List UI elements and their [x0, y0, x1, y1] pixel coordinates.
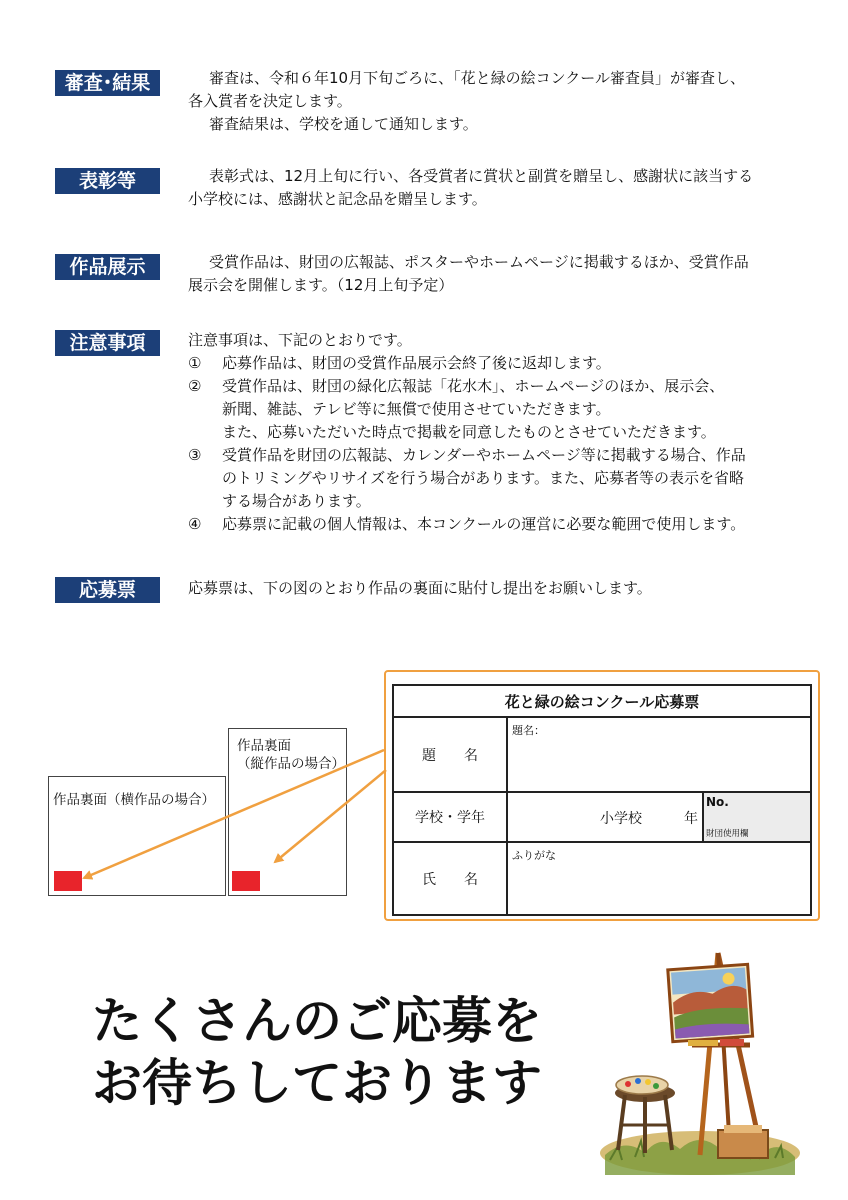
label-notes: 注意事項 — [55, 330, 160, 356]
name-field[interactable]: ふりがな — [507, 842, 811, 915]
notes-item-line: する場合があります。 — [222, 492, 371, 510]
label-entry: 応募票 — [55, 577, 160, 603]
slogan-line1: たくさんのご応募を — [92, 992, 542, 1050]
notes-item-line: また、応募いただいた時点で掲載を同意したものとさせていただきます。 — [222, 423, 716, 441]
grade-text: 年 — [684, 811, 698, 827]
school-row-label: 学校・学年 — [393, 792, 507, 842]
arrow-to-portrait — [275, 770, 386, 862]
easel-painting-illustration — [590, 945, 805, 1180]
arrow-to-landscape — [84, 750, 384, 878]
label-award: 表彰等 — [55, 168, 160, 194]
office-use-label: 財団使用欄 — [706, 829, 749, 839]
notes-item-line: 新聞、雑誌、テレビ等に無償で使用させていただきます。 — [222, 400, 611, 418]
form-title: 花と緑の絵コンクール応募票 — [393, 685, 811, 717]
no-label: No. — [706, 795, 729, 809]
notes-item-line: 受賞作品を財団の広報誌、カレンダーやホームページ等に掲載する場合、作品 — [222, 446, 746, 464]
review-line1: 審査は、令和６年10月下旬ごろに、「花と緑の絵コンクール審査員」が審査し、 — [209, 69, 745, 87]
slogan — [92, 990, 542, 1114]
entry-form-table — [392, 684, 812, 916]
notes-item-line: 応募票に記載の個人情報は、本コンクールの運営に必要な範囲で使用します。 — [222, 515, 746, 533]
award-line1: 表彰式は、12月上旬に行い、各受賞者に賞状と副賞を贈呈し、感謝状に該当する — [209, 167, 754, 185]
notes-item-number: ③ — [188, 446, 202, 464]
notes-item-line: 応募作品は、財団の受賞作品展示会終了後に返却します。 — [222, 354, 611, 372]
title-row-label: 題 名 — [393, 717, 507, 792]
notes-item-number: ① — [188, 354, 202, 372]
landscape-label: 作品裏面（横作品の場合） — [53, 792, 215, 808]
review-line2: 各入賞者を決定します。 — [188, 92, 352, 110]
portrait-label-1: 作品裏面 — [237, 738, 291, 754]
exhibit-line2: 展示会を開催します。（12月上旬予定） — [188, 276, 454, 294]
school-field[interactable] — [507, 792, 703, 842]
notes-item-line: のトリミングやリサイズを行う場合があります。また、応募者等の表示を省略 — [222, 469, 745, 487]
notes-item-number: ④ — [188, 515, 202, 533]
label-review: 審査･結果 — [55, 70, 160, 96]
entry-line: 応募票は、下の図のとおり作品の裏面に貼付し提出をお願いします。 — [188, 579, 652, 597]
review-line3: 審査結果は、学校を通して通知します。 — [209, 115, 478, 133]
notes-item-number: ② — [188, 377, 202, 395]
name-row-label: 氏 名 — [393, 842, 507, 915]
notes-item-line: 受賞作品は、財団の緑化広報誌「花水木」、ホームページのほか、展示会、 — [222, 377, 725, 395]
school-text: 小学校 — [600, 811, 642, 827]
notes-intro: 注意事項は、下記のとおりです。 — [188, 331, 412, 349]
office-use-cell — [703, 792, 811, 842]
title-field[interactable]: 題名： — [507, 717, 811, 792]
label-exhibit: 作品展示 — [55, 254, 160, 280]
slogan-line2: お待ちしております — [92, 1054, 542, 1112]
exhibit-line1: 受賞作品は、財団の広報誌、ポスターやホームページに掲載するほか、受賞作品 — [209, 253, 749, 271]
portrait-label-2: （縦作品の場合） — [237, 756, 345, 772]
award-line2: 小学校には、感謝状と記念品を贈呈します。 — [188, 190, 487, 208]
